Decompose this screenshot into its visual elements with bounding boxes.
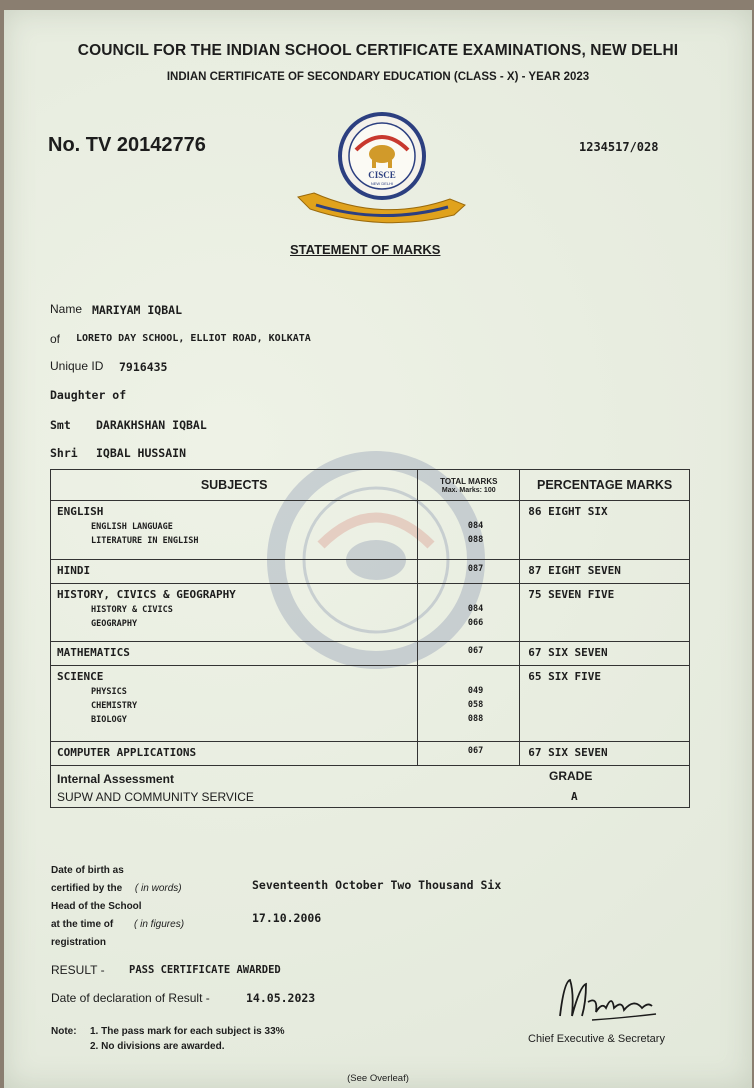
subpaper-name: ENGLISH LANGUAGE	[91, 522, 173, 532]
subject-name: HISTORY, CIVICS & GEOGRAPHY	[57, 588, 236, 601]
subject-cell	[51, 560, 418, 584]
table-row	[51, 584, 690, 642]
subpaper-marks: 058	[467, 700, 484, 710]
subpaper-name: LITERATURE IN ENGLISH	[91, 536, 199, 546]
see-overleaf: (See Overleaf)	[347, 1073, 409, 1084]
father-label: Shri	[50, 446, 78, 460]
table-row	[51, 501, 690, 560]
in-words-label: ( in words)	[134, 883, 182, 894]
subpaper-marks: 088	[467, 535, 484, 545]
subject-name: SCIENCE	[57, 670, 104, 683]
subject-cell	[51, 666, 418, 742]
note-1: 1. The pass mark for each subject is 33%	[90, 1026, 285, 1037]
of-label: of	[50, 332, 61, 346]
subpaper-marks: 049	[467, 686, 484, 696]
dob-label-1: Date of birth as	[51, 865, 124, 876]
subpaper-marks: 066	[467, 618, 484, 628]
document-title: STATEMENT OF MARKS	[290, 242, 441, 257]
internal-assessment-row	[51, 766, 690, 808]
percentage-cell: 67 SIX SEVEN	[520, 742, 690, 766]
marks-cell: 067	[418, 742, 520, 766]
name-label: Name	[50, 302, 83, 316]
certificate-number: No. TV 20142776	[48, 134, 206, 156]
col-total	[418, 470, 520, 501]
school-name: LORETO DAY SCHOOL, ELLIOT ROAD, KOLKATA	[76, 333, 311, 344]
council-heading: COUNCIL FOR THE INDIAN SCHOOL CERTIFICATE EXAMINATIONS, NEW DELHI	[77, 42, 679, 59]
marks-table	[50, 469, 690, 808]
serial-number: 1234517/028	[579, 140, 659, 154]
col-subjects: SUBJECTS	[51, 470, 418, 501]
col-percentage: PERCENTAGE MARKS	[520, 470, 690, 501]
subject-cell	[51, 642, 418, 666]
uid-label: Unique ID	[50, 359, 104, 373]
subject-cell	[51, 501, 418, 560]
dob-label-3: Head of the School	[51, 901, 142, 912]
marks-statement-sheet	[4, 10, 752, 1088]
mother-name: DARAKHSHAN IQBAL	[96, 418, 207, 432]
mother-label: Smt	[50, 418, 71, 432]
seal-sub: NEW DELHI	[370, 181, 394, 186]
ia-label: Internal Assessment	[57, 772, 174, 786]
percentage-cell: 87 EIGHT SEVEN	[520, 560, 690, 584]
result-label: RESULT -	[51, 963, 105, 977]
exam-heading: INDIAN CERTIFICATE OF SECONDARY EDUCATION (CLASS - X) - YEAR 2023	[166, 71, 590, 83]
subpaper-marks: 088	[467, 714, 484, 724]
signatory-title: Chief Executive & Secretary	[528, 1033, 665, 1045]
percentage-cell: 65 SIX FIVE	[520, 666, 690, 742]
supw-grade: A	[571, 790, 578, 803]
seal-text: CISCE	[368, 170, 396, 180]
table-row	[51, 642, 690, 666]
subpaper-name: GEOGRAPHY	[91, 619, 138, 629]
subject-name: COMPUTER APPLICATIONS	[57, 746, 197, 759]
col-total-sub: Max. Marks: 100	[441, 487, 496, 494]
subject-name: ENGLISH	[57, 505, 104, 518]
in-figures-label: ( in figures)	[134, 919, 185, 930]
note-2: 2. No divisions are awarded.	[90, 1041, 225, 1052]
student-name: MARIYAM IQBAL	[92, 303, 183, 317]
subject-name: HINDI	[57, 564, 91, 577]
signature-icon	[552, 972, 662, 1030]
table-row	[51, 560, 690, 584]
result-value: PASS CERTIFICATE AWARDED	[129, 964, 281, 976]
marks-cell	[418, 584, 520, 642]
grade-label: GRADE	[549, 769, 593, 783]
dob-words: Seventeenth October Two Thousand Six	[252, 878, 502, 892]
declaration-label: Date of declaration of Result -	[51, 991, 210, 1005]
dob-figures: 17.10.2006	[252, 911, 322, 925]
subject-cell	[51, 742, 418, 766]
dob-label-4: at the time of	[51, 919, 114, 930]
marks-cell: 087	[418, 560, 520, 584]
table-row	[51, 666, 690, 742]
dob-label-5: registration	[51, 937, 107, 948]
subpaper-marks: 084	[467, 521, 484, 531]
daughter-of-label: Daughter of	[50, 388, 127, 402]
internal-assessment-cell	[51, 766, 690, 808]
marks-cell: 067	[418, 642, 520, 666]
subpaper-marks: 084	[467, 604, 484, 614]
seal-ribbon-icon	[294, 185, 469, 235]
percentage-cell: 86 EIGHT SIX	[520, 501, 690, 560]
table-row	[51, 742, 690, 766]
marks-cell	[418, 666, 520, 742]
subpaper-name: PHYSICS	[91, 687, 127, 697]
marks-cell	[418, 501, 520, 560]
subpaper-name: CHEMISTRY	[91, 701, 138, 711]
subject-name: MATHEMATICS	[57, 646, 130, 659]
table-header-row	[51, 470, 690, 501]
note-label: Note:	[51, 1026, 77, 1037]
supw-label: SUPW AND COMMUNITY SERVICE	[57, 790, 254, 804]
col-total-label: TOTAL MARKS	[440, 477, 498, 486]
dob-label-block	[51, 862, 184, 952]
unique-id: 7916435	[119, 360, 168, 374]
father-name: IQBAL HUSSAIN	[96, 446, 187, 460]
subpaper-name: HISTORY & CIVICS	[91, 605, 173, 615]
dob-label-2: certified by the	[51, 883, 123, 894]
percentage-cell: 67 SIX SEVEN	[520, 642, 690, 666]
declaration-date: 14.05.2023	[246, 991, 316, 1005]
percentage-cell: 75 SEVEN FIVE	[520, 584, 690, 642]
subject-cell	[51, 584, 418, 642]
subpaper-name: BIOLOGY	[91, 715, 127, 725]
